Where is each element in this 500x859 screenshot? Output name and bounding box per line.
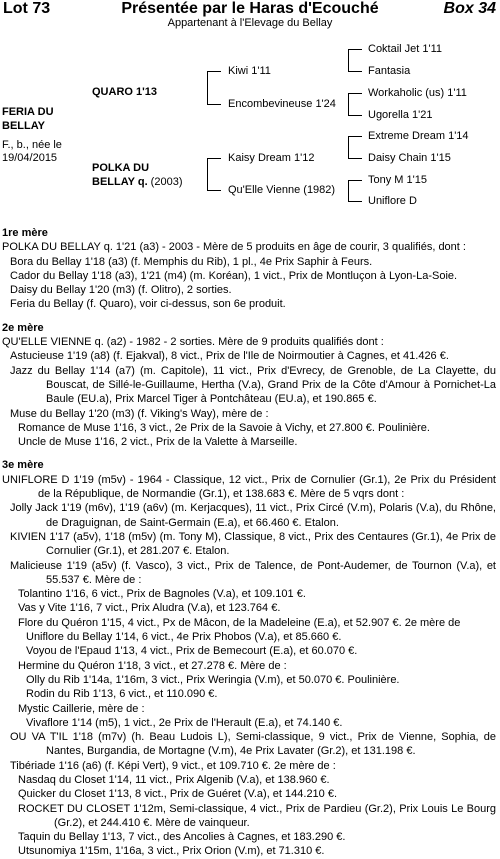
produce-line: Nasdaq du Closet 1'14, 11 vict., Prix Algenib (V.a), et 138.960 €.	[18, 773, 330, 786]
produce-line: Vivaflore 1'14 (m5), 1 vict., 2e Prix de l'Herault (E.a), et 74.140 €.	[26, 716, 343, 729]
bracket-line	[348, 115, 362, 116]
section-title-1re-mere: 1re mère	[2, 227, 48, 239]
dam-line: POLKA DU BELLAY q. 1'21 (a3) - 2003 - Mère de 5 produits en âge de courir, 3 qualifiés, dont :	[2, 241, 466, 254]
bracket-line	[207, 158, 208, 191]
dam-line: UNIFLORE D 1'19 (m5v) - 1964 - Classique, 12 vict., Prix de Cornulier (Gr.1), 2e Prix du Président de la République, de Normandie (Gr.1), et 138.683 €. Mère de 5 vqrs dont :	[2, 473, 496, 501]
horse-info-line1: F., b., née le	[2, 139, 62, 151]
sds: Workaholic (us) 1'11	[368, 87, 467, 99]
dam-name-line1: POLKA DU	[92, 162, 150, 174]
dam-line: QU'ELLE VIENNE q. (a2) - 1982 - 2 sorties. Mère de 9 produits qualifiés dont :	[2, 336, 384, 349]
produce-line: Uncle de Muse 1'16, 2 vict., Prix de la Valette à Marseille.	[18, 436, 298, 449]
produce-line: Olly du Rib 1'14a, 1'16m, 3 vict., Prix Weringia (V.m), et 50.070 €. Poulinière.	[26, 673, 400, 686]
lot-number: Lot 73	[3, 0, 51, 17]
bracket-line	[207, 71, 208, 105]
dss: Extreme Dream 1'14	[368, 130, 469, 142]
sire-dam: Encombevineuse 1'24	[228, 98, 336, 110]
produce-line: Malicieuse 1'19 (a5v) (f. Vasco), 3 vict., Prix de Talence, de Pont-Audemer, de Tournon (V.a), et 55.537 €. Mère de :	[10, 559, 496, 586]
bracket-line	[348, 136, 362, 137]
produce-line: Muse du Bellay 1'20 (m3) (f. Viking's Way), mère de :	[10, 407, 269, 420]
page-title: Présentée par le Haras d'Ecouché	[121, 0, 379, 17]
section-title-2e-mere: 2e mère	[2, 321, 44, 334]
produce-line: Jolly Jack 1'19 (m6v), 1'19 (a6v) (m. Kerjacques), 11 vict., Prix Circé (V.m), Polaris (V.a), du Rhône, de Draguignan, de Saint-Germain (E.a), et 66.460 €. Etalon.	[10, 502, 496, 529]
horse-info-line2: 19/04/2015	[2, 152, 58, 164]
catalogue-body	[2, 222, 496, 859]
produce-line: Uniflore du Bellay 1'14, 6 vict., 4e Prix Phobos (V.a), et 85.660 €.	[26, 631, 342, 644]
bracket-line	[207, 71, 221, 72]
bracket-line	[348, 71, 362, 72]
produce-line: Romance de Muse 1'16, 3 vict., 2e Prix de la Savoie à Vichy, et 27.800 €. Poulinière.	[18, 421, 430, 434]
ddd: Uniflore D	[368, 195, 417, 207]
produce-line: Flore du Quéron 1'15, 4 vict., Px de Mâcon, de la Madeleine (E.a), et 52.907 €. 2e mère de	[18, 616, 461, 629]
produce-line: ROCKET DU CLOSET 1'12m, Semi-classique, 4 vict., Prix de Pardieu (Gr.2), Prix Louis Le Bourg (Gr.2), et 244.410 €. Mère de vainqueur.	[18, 802, 496, 829]
bracket-line	[348, 49, 349, 71]
produce-line: Hermine du Quéron 1'18, 3 vict., et 27.278 €. Mère de :	[18, 659, 287, 672]
sire-sire: Kiwi 1'11	[228, 65, 271, 77]
produce-line: Daisy du Bellay 1'20 (m3) (f. Olitro), 2 sorties.	[10, 284, 232, 297]
produce-line: Bora du Bellay 1'18 (a3) (f. Memphis du Rib), 1 pl., 4e Prix Saphir à Feurs.	[10, 255, 373, 268]
produce-line: Jazz du Bellay 1'14 (a7) (m. Capitole), 11 vict., Prix d'Evrecy, de Grenoble, de La Clayette, du Bouscat, de Sillé-le-Guillaume, Hertha (V.a), Grand Prix de la Côte d'Amour à Pornichet-La Baule (EU.a), Prix Marcel Tiger à Pontchâteau (EU.a), et 190.865 €.	[10, 364, 496, 406]
produce-line: Quicker du Closet 1'13, 8 vict., Prix de Guéret (V.a), et 144.210 €.	[18, 788, 338, 801]
dam-sire: Kaisy Dream 1'12	[228, 152, 315, 164]
produce-line: Mystic Caillerie, mère de :	[18, 702, 145, 715]
bracket-line	[207, 190, 221, 191]
produce-line: Astucieuse 1'19 (a8) (f. Ejakval), 8 vict., Prix de l'Ile de Noirmoutier à Cagnes, et 41.426 €.	[10, 350, 449, 363]
produce-line: Voyou de l'Epaud 1'13, 4 vict., Prix de Bemecourt (E.a), et 60.070 €.	[26, 645, 358, 658]
bracket-line	[348, 180, 349, 201]
dam-dam: Qu'Elle Vienne (1982)	[228, 184, 336, 196]
bracket-line	[348, 201, 362, 202]
sdd: Ugorella 1'21	[368, 109, 433, 121]
produce-line: Cador du Bellay 1'18 (a3), 1'21 (m4) (m. Koréan), 1 vict., Prix de Montluçon à Lyon-La-Soie.	[10, 269, 458, 282]
bracket-line	[348, 49, 362, 50]
dsd: Daisy Chain 1'15	[368, 152, 451, 164]
bracket-line	[348, 93, 349, 115]
bracket-line	[207, 104, 221, 105]
bracket-line	[348, 180, 362, 181]
produce-line: Utsunomiya 1'15m, 1'16a, 3 vict., Prix Orion (V.m), et 71.310 €.	[18, 845, 325, 858]
sss: Coktail Jet 1'11	[368, 43, 443, 55]
produce-line: KIVIEN 1'17 (a5v), 1'18 (m5v) (m. Tony M), Classique, 8 vict., Prix des Centaures (Gr.1), 4e Prix de Cornulier (Gr.1), et 281.207 €. Etalon.	[10, 530, 496, 558]
sire-name: QUARO 1'13	[92, 86, 157, 98]
section-title-3e-mere: 3e mère	[2, 459, 44, 472]
horse-name-line2: BELLAY	[2, 120, 45, 132]
bracket-line	[207, 158, 221, 159]
produce-line: Rodin du Rib 1'13, 6 vict., et 110.090 €.	[26, 688, 218, 701]
produce-line: Tibériade 1'16 (a6) (f. Képi Vert), 9 vict., et 109.710 €. 2e mère de :	[10, 759, 336, 772]
bracket-line	[348, 93, 362, 94]
bracket-line	[348, 158, 362, 159]
ssd: Fantasia	[368, 65, 411, 77]
produce-line: Feria du Bellay (f. Quaro), voir ci-dessus, son 6e produit.	[10, 298, 286, 311]
produce-line: Vas y Vite 1'16, 7 vict., Prix Aludra (V.a), et 123.764 €.	[18, 602, 281, 615]
produce-line: OU VA T'IL 1'18 (m7v) (h. Beau Ludois L), Semi-classique, 9 vict., Prix de Vienne, Sophia, de Nantes, Burgandia, de Mortagne (V.m), 4e Prix Lavater (Gr.2), et 131.198 €.	[10, 731, 496, 758]
owner-subtitle: Appartenant à l'Elevage du Bellay	[167, 17, 333, 29]
dam-name-line2: BELLAY q. (2003)	[92, 176, 183, 188]
horse-name-line1: FERIA DU	[2, 106, 54, 118]
bracket-line	[348, 136, 349, 158]
dds: Tony M 1'15	[368, 174, 427, 186]
produce-line: Tolantino 1'16, 6 vict., Prix de Bagnoles (V.a), et 109.101 €.	[18, 588, 306, 601]
box-number: Box 34	[443, 0, 496, 17]
produce-line: Taquin du Bellay 1'13, 7 vict., des Ancolies à Cagnes, et 183.290 €.	[18, 831, 346, 844]
